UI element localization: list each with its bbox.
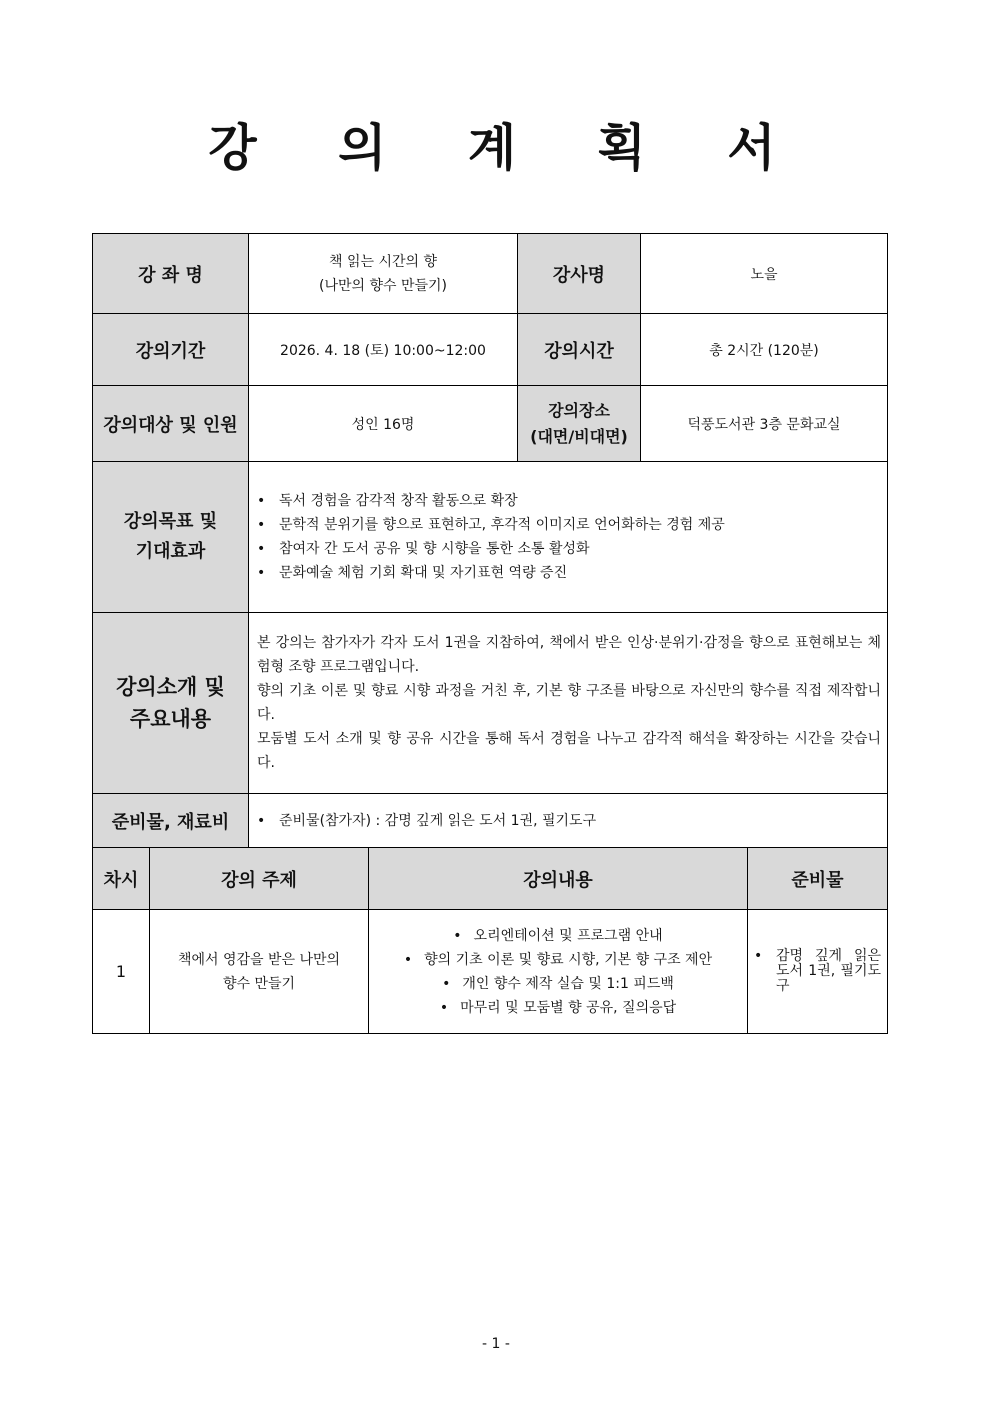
goal-item: • 참여자 간 도서 공유 및 향 시향을 통한 소통 활성화 bbox=[257, 537, 881, 561]
intro-cell bbox=[249, 613, 888, 794]
target-label: 강의대상 및 인원 bbox=[93, 386, 249, 462]
content-header: 강의내용 bbox=[369, 848, 748, 910]
content-item: • 향의 기초 이론 및 향료 시향, 기본 향 구조 제안 bbox=[403, 951, 713, 968]
content-list bbox=[369, 924, 747, 1020]
content-cell bbox=[369, 910, 748, 1034]
course-name-value bbox=[249, 234, 518, 314]
topic-cell bbox=[150, 910, 369, 1034]
goal-item: • 문화예술 체험 기회 확대 및 자기표현 역량 증진 bbox=[257, 561, 881, 585]
intro-label bbox=[93, 613, 249, 794]
instructor-value: 노을 bbox=[641, 234, 888, 314]
topic-header: 강의 주제 bbox=[150, 848, 369, 910]
goal-label-line1: 강의목표 및 bbox=[123, 511, 218, 532]
place-label-line1: 강의장소 bbox=[548, 400, 610, 420]
prep-header: 준비물 bbox=[748, 848, 888, 910]
materials-item: • 준비물(참가자) : 감명 깊게 읽은 도서 1권, 필기도구 bbox=[257, 809, 881, 833]
duration-label: 강의시간 bbox=[518, 314, 641, 386]
session-number: 1 bbox=[93, 910, 150, 1034]
course-name-label: 강 좌 명 bbox=[93, 234, 249, 314]
course-name-line1: 책 읽는 시간의 향 bbox=[328, 253, 438, 270]
instructor-label: 강사명 bbox=[518, 234, 641, 314]
page-title: 강 의 계 획 서 bbox=[208, 119, 808, 177]
table-row bbox=[93, 910, 888, 1034]
schedule-table bbox=[92, 847, 888, 1034]
goal-list-cell bbox=[249, 462, 888, 613]
period-label: 강의기간 bbox=[93, 314, 249, 386]
intro-paragraph: 모둠별 도서 소개 및 향 공유 시간을 통해 독서 경험을 나누고 감각적 해석을 확장하는 시간을 갖습니다. bbox=[257, 731, 881, 771]
intro-text bbox=[249, 631, 887, 775]
materials-list bbox=[249, 809, 887, 833]
goal-label bbox=[93, 462, 249, 613]
prep-item: 감명 깊게 읽은 도서 1권, 필기도구 bbox=[776, 948, 881, 994]
topic-line2: 향수 만들기 bbox=[222, 975, 296, 992]
materials-label: 준비물, 재료비 bbox=[93, 794, 249, 848]
place-label-line2: (대면/비대면) bbox=[530, 426, 628, 446]
goal-item: • 문학적 분위기를 향으로 표현하고, 후각적 이미지로 언어화하는 경험 제공 bbox=[257, 513, 881, 537]
page-number: - 1 - bbox=[482, 1336, 510, 1352]
course-info-table bbox=[92, 233, 888, 848]
content-item: • 개인 향수 제작 실습 및 1:1 피드백 bbox=[442, 975, 674, 992]
materials-cell bbox=[249, 794, 888, 848]
goal-label-line2: 기대효과 bbox=[135, 541, 206, 562]
intro-paragraph: 향의 기초 이론 및 향료 시향 과정을 거친 후, 기본 향 구조를 바탕으로 자신만의 향수를 직접 제작합니다. bbox=[257, 683, 881, 723]
session-header: 차시 bbox=[93, 848, 150, 910]
duration-value: 총 2시간 (120분) bbox=[641, 314, 888, 386]
period-value: 2026. 4. 18 (토) 10:00~12:00 bbox=[249, 314, 518, 386]
content-item: • 오리엔테이션 및 프로그램 안내 bbox=[453, 927, 663, 944]
course-name-line2: (나만의 향수 만들기) bbox=[318, 277, 448, 294]
place-label bbox=[518, 386, 641, 462]
intro-label-line1: 강의소개 및 bbox=[116, 675, 225, 699]
intro-paragraph: 본 강의는 참가자가 각자 도서 1권을 지참하여, 책에서 받은 인상·분위기·감정을 향으로 표현해보는 체험형 조향 프로그램입니다. bbox=[257, 635, 881, 675]
topic-line1: 책에서 영감을 받은 나만의 bbox=[177, 951, 341, 968]
content-item: • 마무리 및 모둠별 향 공유, 질의응답 bbox=[439, 999, 677, 1016]
goal-list bbox=[249, 489, 887, 585]
goal-item: • 독서 경험을 감각적 창작 활동으로 확장 bbox=[257, 489, 881, 513]
place-value: 덕풍도서관 3층 문화교실 bbox=[641, 386, 888, 462]
prep-cell: • 감명 깊게 읽은 도서 1권, 필기도구 bbox=[748, 910, 888, 1034]
target-value: 성인 16명 bbox=[249, 386, 518, 462]
intro-label-line2: 주요내용 bbox=[129, 707, 212, 731]
